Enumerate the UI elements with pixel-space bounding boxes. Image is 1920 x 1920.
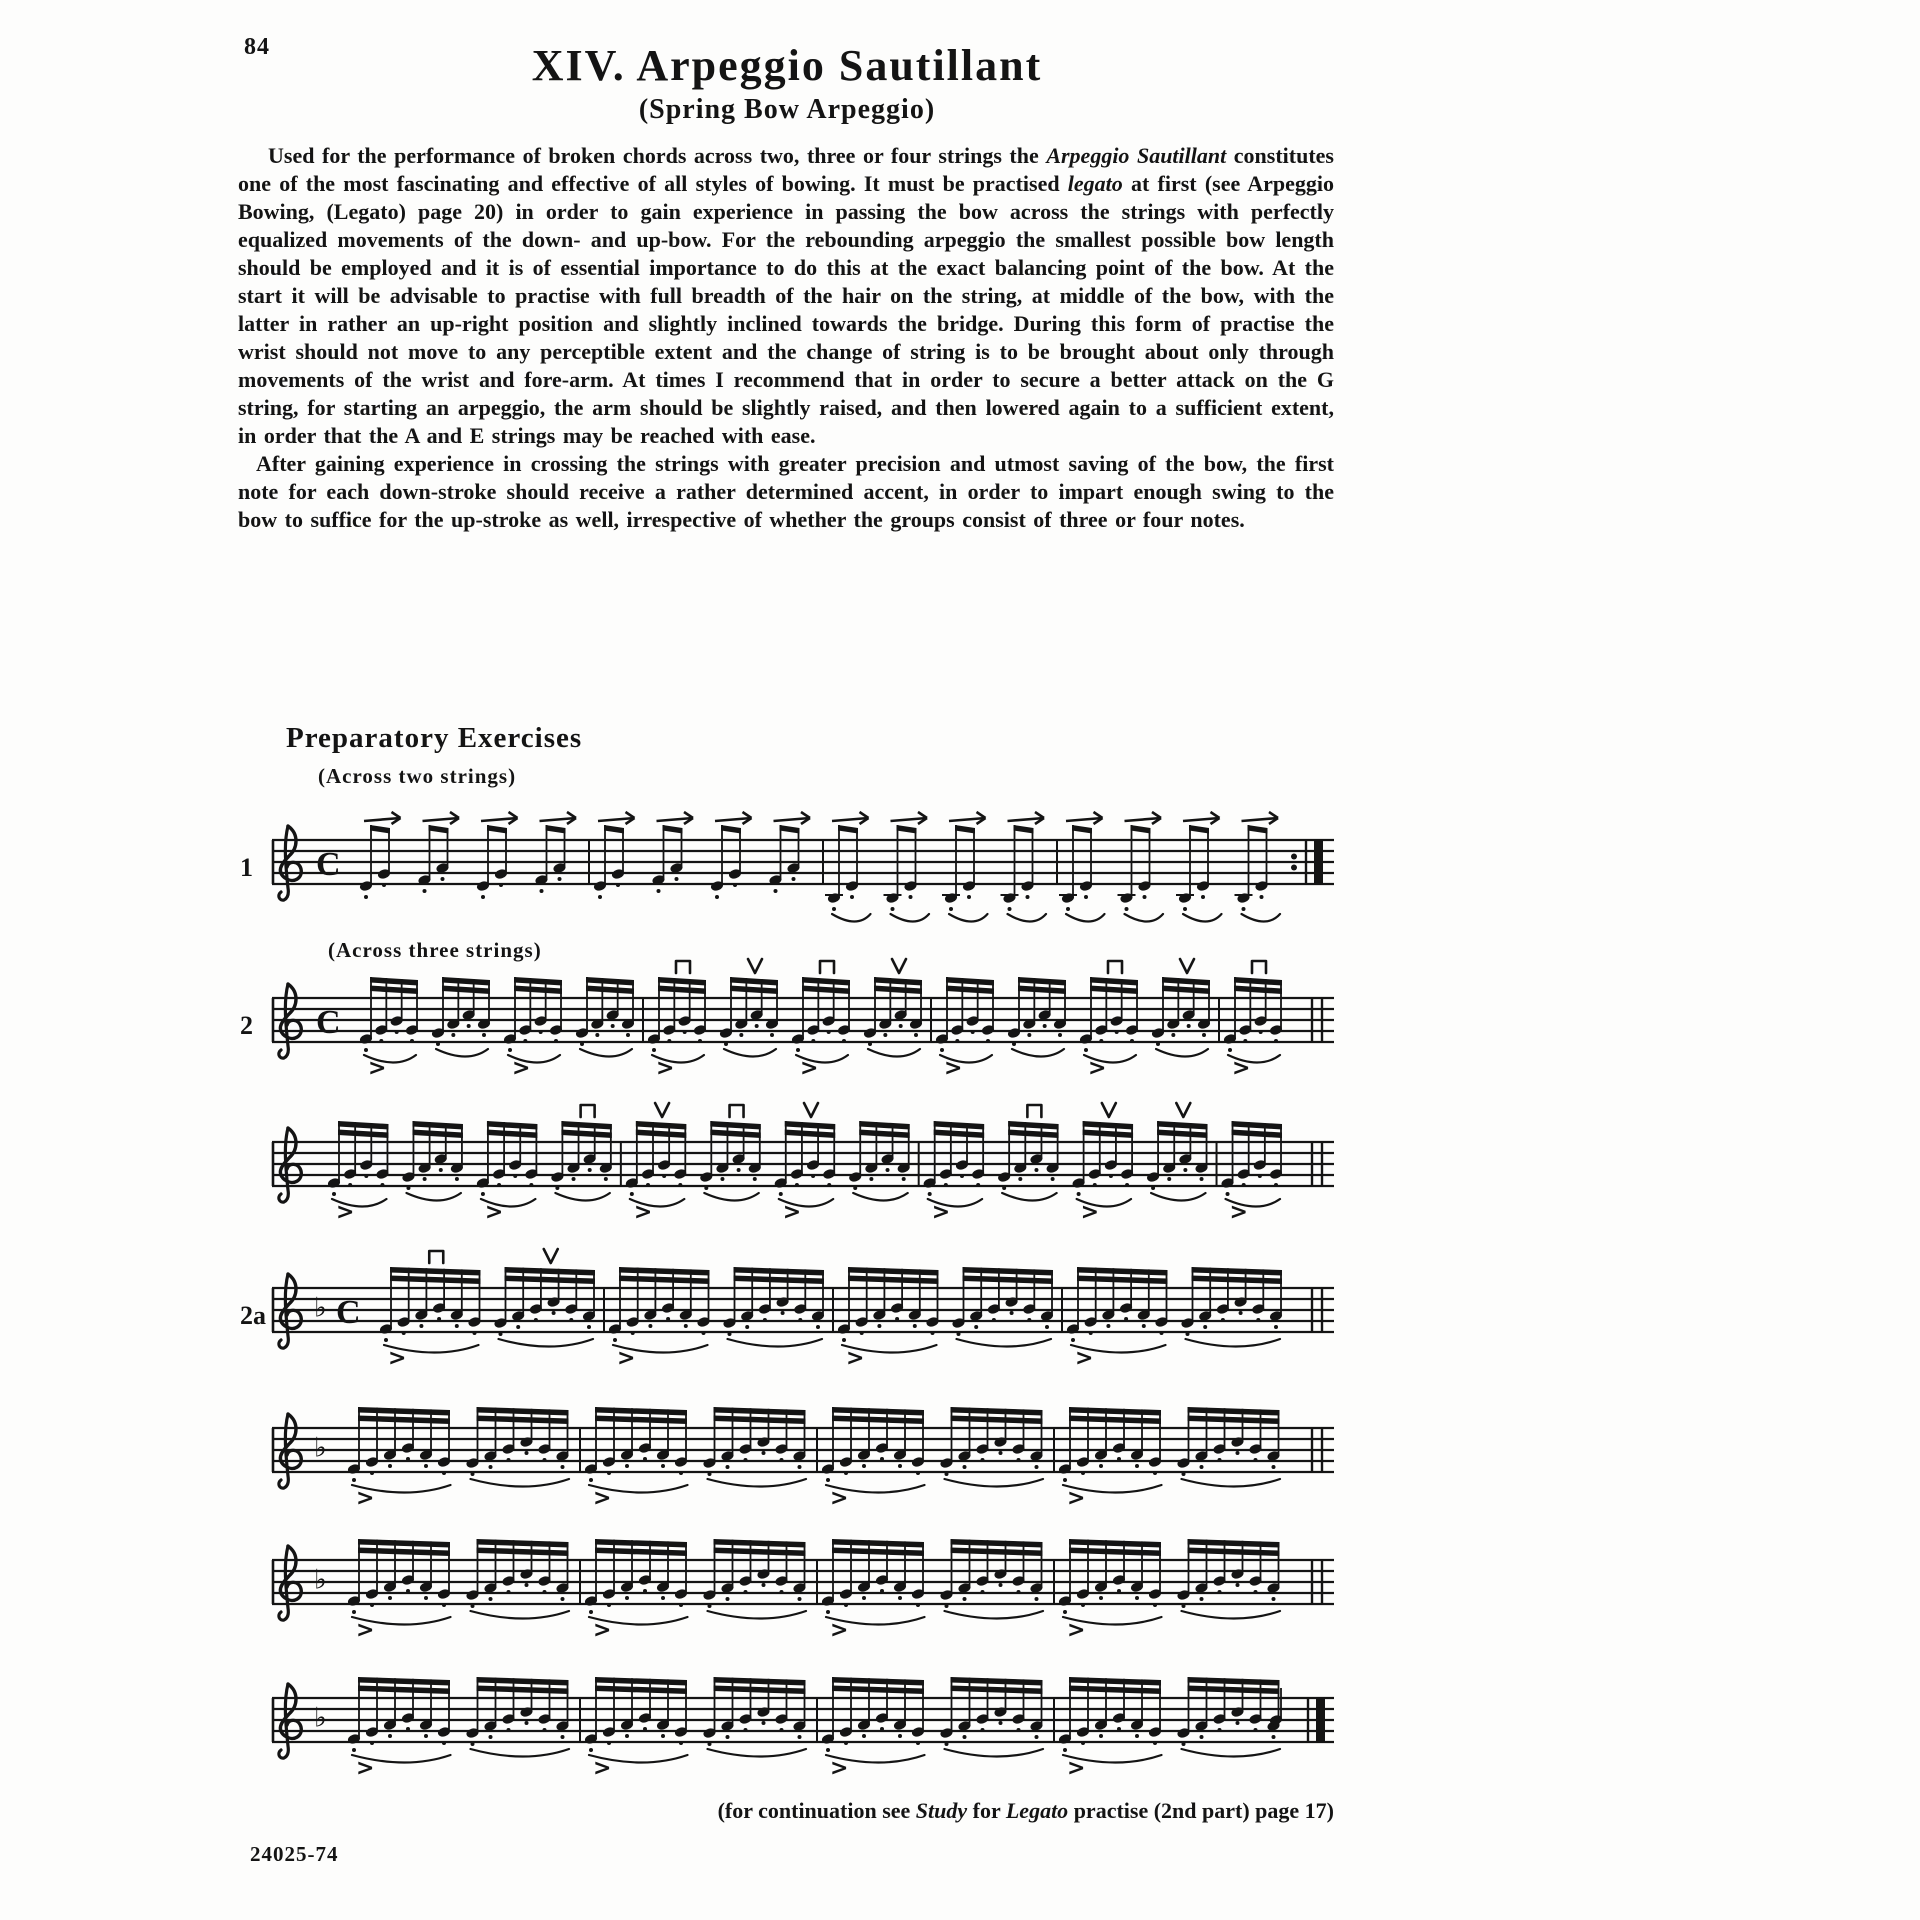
svg-text:C: C	[336, 1294, 361, 1332]
svg-text:♭: ♭	[314, 1564, 327, 1596]
svg-text:>: >	[830, 1756, 849, 1781]
note-group	[1180, 1267, 1283, 1347]
music-system-svg	[238, 1643, 1338, 1818]
note-group	[593, 812, 635, 899]
intro-text	[238, 142, 1334, 534]
page-title: XIV. Arpeggio Sautillant	[531, 41, 1043, 90]
music-system-svg	[238, 785, 1338, 960]
note-group	[359, 812, 401, 899]
svg-text:>: >	[1232, 1056, 1251, 1081]
svg-text:>: >	[1075, 1346, 1094, 1371]
svg-text:>: >	[1088, 1056, 1107, 1081]
note-group	[651, 812, 693, 893]
footer-text-segment: Study	[915, 1798, 968, 1823]
svg-text:>: >	[1067, 1486, 1086, 1511]
note-group	[476, 1121, 539, 1225]
note-group	[431, 977, 492, 1057]
note-group	[465, 1677, 570, 1757]
system-annotation: (Across two strings)	[318, 764, 517, 788]
note-group	[1066, 1267, 1169, 1371]
paragraph-1	[238, 142, 1334, 450]
svg-text:>: >	[593, 1486, 612, 1511]
svg-text:C: C	[316, 846, 341, 884]
page-number: 84	[244, 34, 270, 60]
note-group	[1118, 812, 1164, 922]
svg-text:>: >	[593, 1756, 612, 1781]
body-text-segment: After gaining experience in crossing the strings with greater precision and utmost saving of the bow, the first note for each down-stroke should receive a rather determined accent, in order to impart enough swing to the bow to suffice for the up-stroke as well, irrespective of whether the groups consist of three or four notes.	[238, 451, 1334, 532]
svg-text:♭: ♭	[314, 1292, 327, 1324]
note-group	[465, 1539, 570, 1619]
note-group	[768, 812, 810, 893]
note-group	[1176, 1677, 1281, 1757]
note-group	[1058, 1407, 1163, 1511]
svg-text:>: >	[800, 1056, 819, 1081]
svg-text:>: >	[633, 1200, 653, 1225]
svg-text:2: 2	[240, 1011, 253, 1040]
body-text-segment: Arpeggio Sautillant	[1046, 143, 1227, 168]
note-group	[584, 1539, 689, 1643]
svg-text:>: >	[1080, 1200, 1100, 1225]
note-group	[837, 1267, 940, 1371]
note-group	[401, 1121, 464, 1201]
note-group	[465, 1407, 570, 1487]
note-group	[951, 1267, 1054, 1347]
note-group	[1176, 1407, 1281, 1487]
svg-text:>: >	[1229, 1200, 1248, 1225]
note-group	[702, 1407, 807, 1487]
body-text-segment: Used for the performance of broken chords across two, three or four strings the	[268, 143, 1047, 168]
score-heading: Preparatory Exercises	[286, 722, 583, 754]
plate-number: 24025-74	[250, 1842, 339, 1866]
svg-text:>: >	[356, 1486, 375, 1511]
music-system-1	[238, 785, 1338, 960]
note-group	[476, 812, 518, 899]
svg-text:>: >	[1067, 1618, 1086, 1643]
music-system-7	[238, 1643, 1338, 1818]
svg-text:>: >	[656, 1056, 675, 1081]
note-group	[1059, 812, 1105, 922]
note-group	[1001, 812, 1047, 922]
svg-text:♭: ♭	[314, 1702, 327, 1734]
note-group	[825, 812, 871, 922]
svg-text:>: >	[484, 1200, 504, 1225]
note-group	[939, 1677, 1044, 1757]
body-text-segment: constitutes one of the most fascinating and effective of all styles of bowing. It must be practised	[238, 143, 1334, 196]
paragraph-2	[238, 450, 1334, 534]
system-annotation: (Across three strings)	[328, 938, 542, 962]
note-group	[347, 1677, 452, 1781]
note-group	[584, 1407, 689, 1511]
svg-text:>: >	[782, 1200, 802, 1225]
note-group	[1058, 1677, 1163, 1781]
svg-text:>: >	[336, 1200, 355, 1225]
note-group	[1007, 977, 1068, 1057]
note-group	[1176, 1539, 1281, 1619]
note-group	[1176, 812, 1222, 922]
svg-text:2a: 2a	[240, 1301, 266, 1330]
note-group	[575, 977, 636, 1057]
note-group	[821, 1539, 926, 1643]
svg-text:C: C	[316, 1004, 341, 1042]
note-group	[584, 1677, 689, 1781]
note-group	[608, 1267, 711, 1371]
continuation-note	[240, 1798, 1334, 1824]
footer-text-segment: practise (2nd part) page 17)	[1068, 1798, 1334, 1823]
body-text-segment: legato	[1067, 171, 1123, 196]
note-group	[702, 1677, 807, 1757]
svg-text:>: >	[846, 1346, 865, 1371]
svg-text:>: >	[356, 1756, 375, 1781]
svg-text:>: >	[1067, 1756, 1086, 1781]
note-group	[710, 812, 752, 899]
svg-text:1: 1	[240, 853, 253, 882]
note-group	[848, 1121, 911, 1201]
svg-text:>: >	[830, 1486, 849, 1511]
note-group	[1235, 812, 1281, 922]
note-group	[327, 1121, 390, 1225]
note-group	[347, 1539, 452, 1643]
note-group	[884, 812, 930, 922]
note-group	[1220, 1121, 1283, 1225]
note-group	[417, 812, 459, 893]
note-group	[942, 812, 988, 922]
svg-text:>: >	[512, 1056, 531, 1081]
note-group	[359, 977, 420, 1081]
footer-text-segment: Legato	[1005, 1798, 1069, 1823]
footer-text-segment: (for continuation see	[717, 1798, 916, 1823]
note-group	[534, 812, 576, 893]
body-text-segment: at first (see Arpeggio Bowing, (Legato) page 20) in order to gain experience in passing the bow across the strings with perfectly equalized movements of the down- and up-bow. For the rebounding arpeggio the smallest possible bow length should be employed and it is of essential importance to do this at the exact balancing point of the bow. At the start it will be advisable to practise with full breadth of the hair on the string, at middle of the bow, with the latter in rather an up-right position and slightly inclined towards the bridge. During this form of practise the wrist should not move to any perceptible extent and the change of string is to be brought about only through movements of the wrist and fore-arm. At times I recommend that in order to secure a better attack on the G string, for starting an arpeggio, the arm should be slightly raised, and then lowered again to a sufficient extent, in order that the A and E strings may be reached with ease.	[238, 171, 1335, 448]
footer-text-segment: for	[967, 1798, 1006, 1823]
svg-text:>: >	[388, 1346, 407, 1371]
svg-text:>: >	[830, 1618, 849, 1643]
svg-text:>: >	[593, 1618, 612, 1643]
note-group	[702, 1539, 807, 1619]
page-subtitle: (Spring Bow Arpeggio)	[638, 94, 936, 125]
note-group	[722, 1267, 825, 1347]
note-group	[922, 1121, 985, 1225]
note-group	[821, 1677, 926, 1781]
note-group	[935, 977, 996, 1081]
svg-text:>: >	[944, 1056, 963, 1081]
svg-text:♭: ♭	[314, 1432, 327, 1464]
svg-text:>: >	[356, 1618, 375, 1643]
note-group	[939, 1539, 1044, 1619]
note-group	[503, 977, 564, 1081]
note-group	[1058, 1539, 1163, 1643]
note-group	[821, 1407, 926, 1511]
note-group	[939, 1407, 1044, 1487]
svg-text:>: >	[931, 1200, 951, 1225]
svg-text:>: >	[368, 1056, 387, 1081]
svg-text:>: >	[617, 1346, 636, 1371]
note-group	[347, 1407, 452, 1511]
